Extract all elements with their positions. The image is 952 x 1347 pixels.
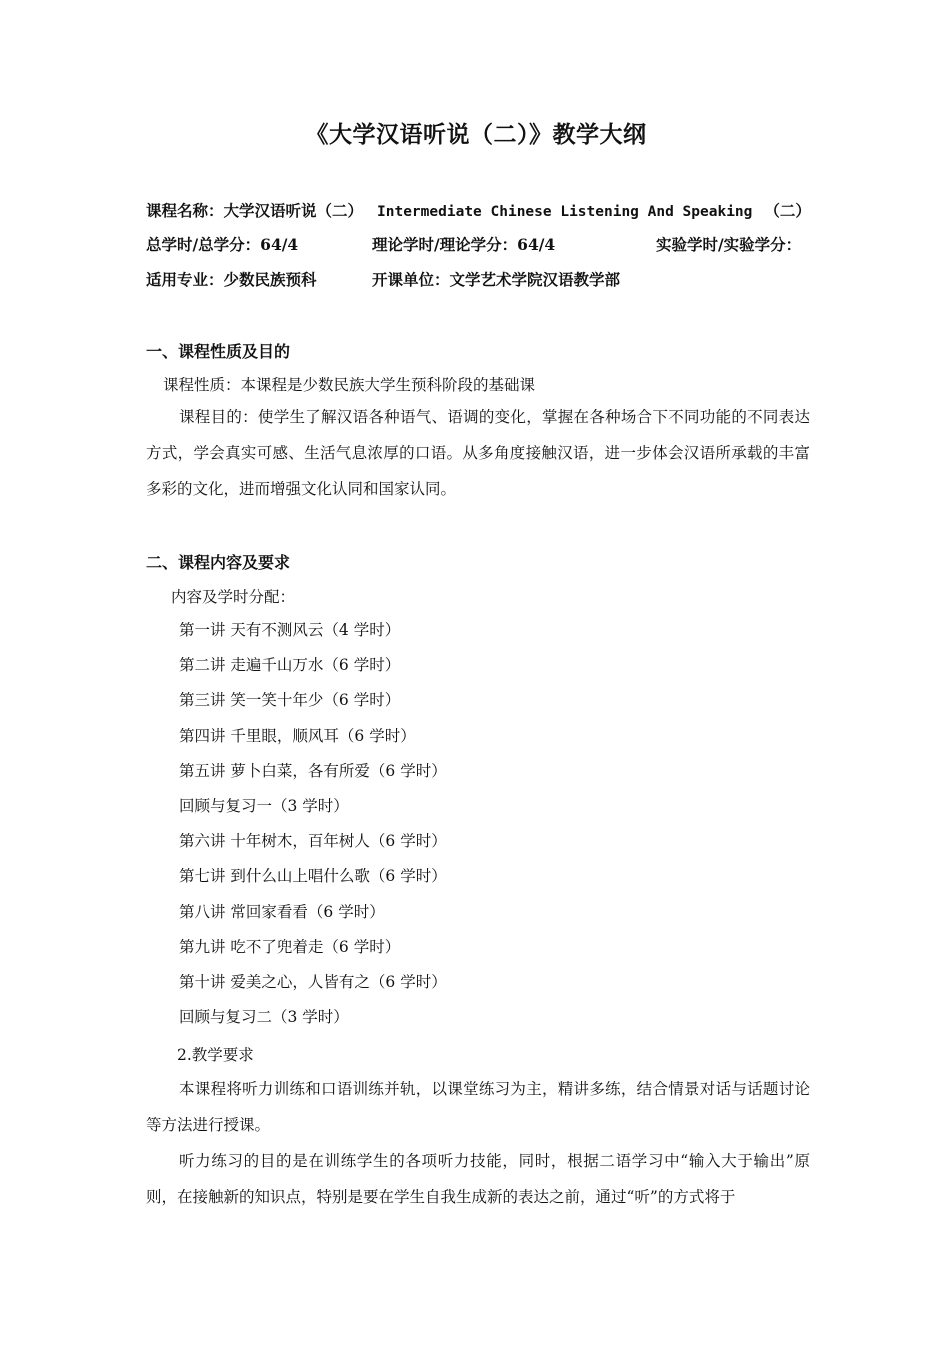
- document-title: 《大学汉语听说（二）》教学大纲: [305, 121, 647, 148]
- list-item: 回顾与复习二（3 学时）: [179, 1008, 349, 1027]
- course-purpose: 课程目的：使学生了解汉语各种语气、语调的变化，掌握在各种场合下不同功能的不同表达方式，学会真实可感、生活气息浓厚的口语。从多角度接触汉语，进一步体会汉语所承载的丰富多彩的文化，进而增强文化认同和国家认同。: [146, 408, 810, 498]
- requirements-paragraph-2: 听力练习的目的是在训练学生的各项听力技能，同时，根据二语学习中“输入大于输出”原则，在接触新的知识点，特别是要在学生自我生成新的表达之前，通过“听”的方式将于: [146, 1152, 810, 1206]
- lab-hours: 实验学时/实验学分：: [656, 235, 802, 254]
- theory-hours: 理论学时/理论学分：64/4: [372, 235, 556, 254]
- list-item: 第十讲 爱美之心，人皆有之（6 学时）: [179, 972, 447, 991]
- hours-row: [146, 233, 810, 255]
- course-nature: 课程性质：本课程是少数民族大学生预科阶段的基础课: [163, 376, 536, 394]
- lecture-list: [179, 619, 447, 1041]
- applicable-major: 适用专业：少数民族预科: [146, 270, 317, 289]
- requirements-label: 2.教学要求: [177, 1046, 254, 1064]
- list-item: 回顾与复习一（3 学时）: [179, 796, 349, 815]
- list-item: 第五讲 萝卜白菜，各有所爱（6 学时）: [179, 761, 447, 780]
- section1-heading: 一、课程性质及目的: [146, 342, 291, 361]
- major-unit-row: [146, 268, 810, 290]
- allocation-label: 内容及学时分配：: [171, 588, 296, 606]
- list-item: 第三讲 笑一笑十年少（6 学时）: [179, 691, 401, 710]
- course-name-label: 课程名称：大学汉语听说（二）: [146, 201, 364, 220]
- course-name-tail: （二）: [764, 201, 811, 220]
- course-name-row: [146, 199, 811, 221]
- list-item: 第七讲 到什么山上唱什么歌（6 学时）: [179, 867, 447, 886]
- list-item: 第二讲 走遍千山万水（6 学时）: [179, 656, 401, 675]
- list-item: 第六讲 十年树木，百年树人（6 学时）: [179, 832, 447, 851]
- list-item: 第四讲 千里眼，顺风耳（6 学时）: [179, 726, 416, 745]
- section2-heading: 二、课程内容及要求: [146, 553, 291, 572]
- course-name-english: Intermediate Chinese Listening And Speaking: [377, 204, 753, 220]
- list-item: 第九讲 吃不了兜着走（6 学时）: [179, 937, 401, 956]
- total-hours: 总学时/总学分：64/4: [146, 235, 299, 254]
- requirements-paragraph-1: 本课程将听力训练和口语训练并轨，以课堂练习为主，精讲多练，结合情景对话与话题讨论等方法进行授课。: [146, 1080, 810, 1134]
- list-item: 第八讲 常回家看看（6 学时）: [179, 902, 385, 921]
- offering-unit: 开课单位：文学艺术学院汉语教学部: [372, 270, 621, 289]
- list-item: 第一讲 天有不测风云（4 学时）: [179, 621, 401, 639]
